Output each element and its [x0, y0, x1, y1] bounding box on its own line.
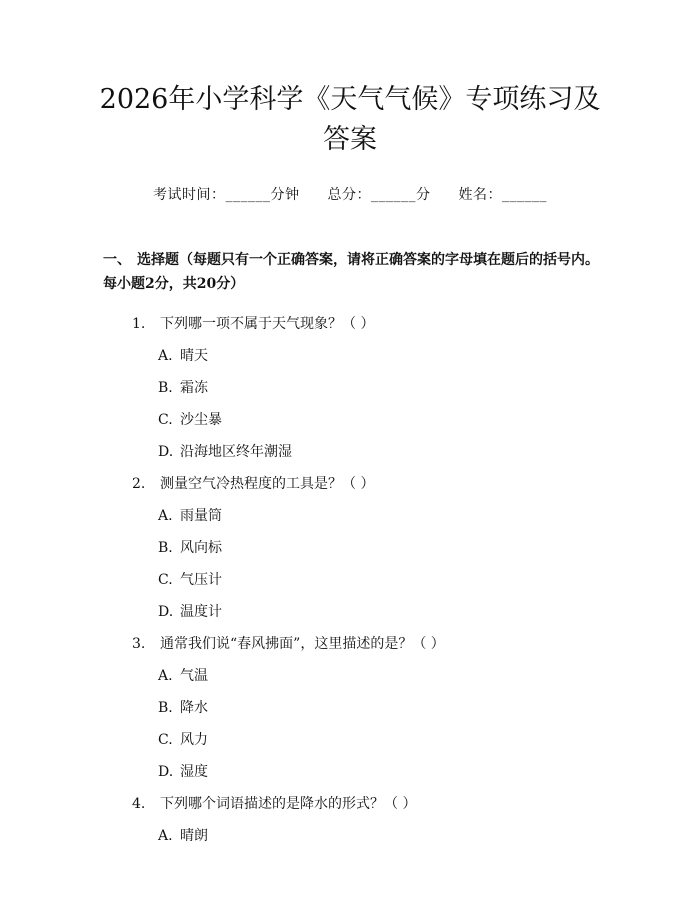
option-text: 降水 [180, 700, 208, 716]
question-text: 通常我们说“春风拂面”，这里描述的是？（ ） [160, 636, 445, 652]
question-number: 1. [132, 316, 146, 332]
option [158, 532, 700, 564]
option [158, 404, 700, 436]
option-letter: B. [158, 700, 173, 716]
option-letter: A. [158, 508, 173, 524]
option-text: 霜冻 [180, 380, 208, 396]
option-letter: A. [158, 668, 173, 684]
option-text: 沙尘暴 [180, 412, 222, 428]
total-score-label: 总分：______分 [327, 187, 431, 203]
question-text: 测量空气冷热程度的工具是？（ ） [160, 476, 375, 492]
option-letter: C. [158, 572, 173, 588]
option-letter: C. [158, 412, 173, 428]
option [158, 596, 700, 628]
question-1 [132, 308, 700, 340]
question-text: 下列哪个词语描述的是降水的形式？（ ） [160, 796, 417, 812]
option-text: 晴天 [180, 348, 208, 364]
question-number: 2. [132, 476, 146, 492]
option-letter: C. [158, 732, 173, 748]
section-number: 一、 [103, 252, 131, 268]
question-list [132, 308, 700, 852]
option-letter: B. [158, 380, 173, 396]
option-letter: D. [158, 604, 174, 620]
option-text: 沿海地区终年潮湿 [180, 444, 292, 460]
document-title: 2026年小学科学《天气气候》专项练习及答案 [99, 84, 601, 155]
question-3 [132, 628, 700, 660]
question-2 [132, 468, 700, 500]
student-name-label: 姓名：______ [458, 187, 547, 203]
option-text: 气压计 [180, 572, 222, 588]
option-letter: A. [158, 828, 173, 844]
option [158, 564, 700, 596]
question-number: 4. [132, 796, 146, 812]
option-text: 温度计 [180, 604, 222, 620]
option [158, 820, 700, 852]
question-number: 3. [132, 636, 146, 652]
option [158, 340, 700, 372]
option [158, 660, 700, 692]
section-heading [103, 248, 605, 296]
option-text: 风力 [180, 732, 208, 748]
question-4 [132, 788, 700, 820]
option-text: 晴朗 [180, 828, 208, 844]
option-letter: D. [158, 444, 174, 460]
option [158, 692, 700, 724]
option [158, 724, 700, 756]
option-letter: B. [158, 540, 173, 556]
option [158, 756, 700, 788]
section-title: 选择题（每题只有一个正确答案，请将正确答案的字母填在题后的括号内。每小题2分，共20分） [103, 252, 599, 292]
question-text: 下列哪一项不属于天气现象？（ ） [160, 316, 375, 332]
option-text: 气温 [180, 668, 208, 684]
option [158, 436, 700, 468]
option-text: 雨量筒 [180, 508, 222, 524]
option-text: 湿度 [180, 764, 208, 780]
exam-time-label: 考试时间：______分钟 [153, 187, 300, 203]
option-letter: A. [158, 348, 173, 364]
option-letter: D. [158, 764, 174, 780]
option-text: 风向标 [180, 540, 222, 556]
option [158, 500, 700, 532]
option [158, 372, 700, 404]
exam-meta [0, 184, 700, 204]
